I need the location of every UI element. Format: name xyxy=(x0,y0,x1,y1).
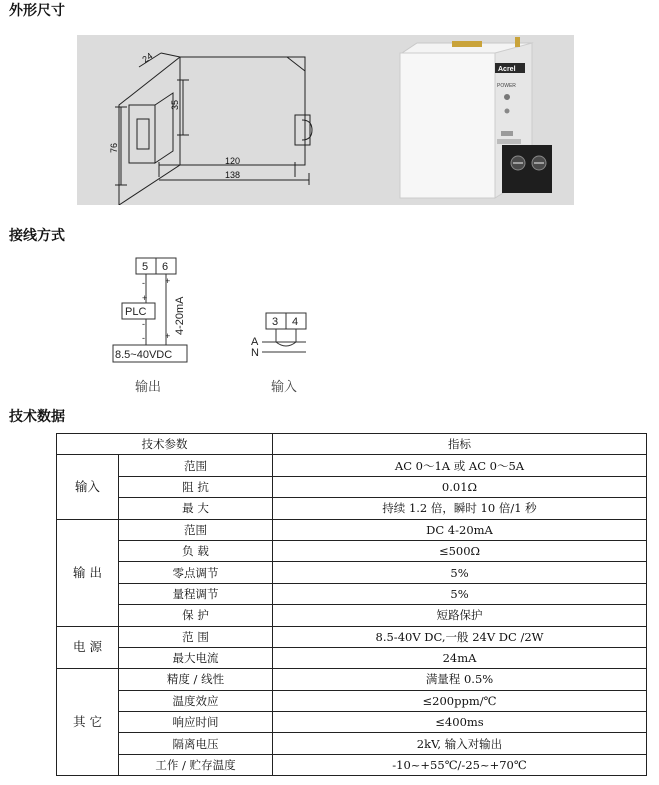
table-row xyxy=(57,647,647,668)
param-cell: 范围 xyxy=(119,519,273,540)
plus-sign: + xyxy=(142,293,148,303)
terminal-3-label: 3 xyxy=(272,316,279,328)
input-caption: 输入 xyxy=(271,380,298,395)
minus-sign: - xyxy=(142,319,145,329)
table-row xyxy=(57,626,647,647)
section-heading-dimensions: 外形尺寸 xyxy=(9,3,65,19)
table-row xyxy=(57,733,647,754)
terminal-5-label: 5 xyxy=(142,261,149,273)
spec-cell: ≤500Ω xyxy=(273,540,647,561)
param-cell: 工作 / 贮存温度 xyxy=(119,754,273,775)
table-row xyxy=(57,690,647,711)
signal-label: 4-20mA xyxy=(174,296,186,335)
table-row xyxy=(57,540,647,561)
supply-label: 8.5~40VDC xyxy=(115,349,173,361)
spec-cell: 8.5-40V DC,一般 24V DC /2W xyxy=(273,626,647,647)
dim-35-label: 35 xyxy=(170,99,180,110)
param-cell: 最 大 xyxy=(119,498,273,519)
terminal-4-label: 4 xyxy=(292,316,299,328)
minus-sign: - xyxy=(142,333,145,343)
dim-76-label: 76 xyxy=(109,142,119,153)
spec-cell: 5% xyxy=(273,562,647,583)
din-rail xyxy=(129,105,155,163)
spec-cell: 2kV, 输入对输出 xyxy=(273,733,647,754)
power-led-icon xyxy=(504,94,510,100)
plus-sign: + xyxy=(165,276,171,286)
plc-label: PLC xyxy=(125,306,147,318)
dim-24-label: 24 xyxy=(140,50,155,65)
product-photo xyxy=(400,37,552,198)
input-n-label: N xyxy=(251,347,259,359)
spec-cell: 持续 1.2 倍，瞬时 10 倍/1 秒 xyxy=(273,498,647,519)
wiring-drawing xyxy=(0,245,659,405)
spec-cell: ≤200ppm/℃ xyxy=(273,690,647,711)
section-heading-techdata: 技术数据 xyxy=(9,409,65,425)
table-row xyxy=(57,583,647,604)
header-spec: 指标 xyxy=(273,434,647,455)
input-a-label: A xyxy=(251,336,259,348)
body-outline xyxy=(119,57,305,205)
spec-cell: DC 4-20mA xyxy=(273,519,647,540)
param-cell: 范 围 xyxy=(119,626,273,647)
dim-138-label: 138 xyxy=(225,170,241,180)
table-row xyxy=(57,669,647,690)
spec-cell: 24mA xyxy=(273,647,647,668)
spec-cell: 满量程 0.5% xyxy=(273,669,647,690)
spec-cell: 0.01Ω xyxy=(273,476,647,497)
group-label: 输入 xyxy=(57,455,119,519)
table-header-row xyxy=(57,434,647,455)
dimension-drawing xyxy=(77,35,574,205)
param-cell: 保 护 xyxy=(119,605,273,626)
spec-cell: 5% xyxy=(273,583,647,604)
spec-cell: AC 0～1A 或 AC 0～5A xyxy=(273,455,647,476)
param-cell: 隔离电压 xyxy=(119,733,273,754)
table-row xyxy=(57,712,647,733)
param-cell: 范围 xyxy=(119,455,273,476)
table-row xyxy=(57,498,647,519)
table-row xyxy=(57,605,647,626)
param-cell: 精度 / 线性 xyxy=(119,669,273,690)
table-row xyxy=(57,562,647,583)
param-cell: 最大电流 xyxy=(119,647,273,668)
plus-sign: + xyxy=(165,331,171,341)
current-loop-icon xyxy=(276,342,296,346)
table-row xyxy=(57,476,647,497)
param-cell: 响应时间 xyxy=(119,712,273,733)
param-cell: 阻 抗 xyxy=(119,476,273,497)
header-param: 技术参数 xyxy=(57,434,273,455)
group-label: 电 源 xyxy=(57,626,119,669)
wiring-diagram xyxy=(0,245,659,405)
dim-120-label: 120 xyxy=(225,156,241,166)
minus-sign: - xyxy=(142,278,145,288)
terminal-block xyxy=(502,145,552,193)
dimension-figure xyxy=(77,35,574,205)
param-cell: 量程调节 xyxy=(119,583,273,604)
spec-cell: 短路保护 xyxy=(273,605,647,626)
brand-label: Acrel xyxy=(498,66,516,73)
param-cell: 零点调节 xyxy=(119,562,273,583)
table-row xyxy=(57,754,647,775)
spec-table xyxy=(56,433,647,776)
group-label: 其 它 xyxy=(57,669,119,776)
group-label: 输 出 xyxy=(57,519,119,626)
table-row xyxy=(57,519,647,540)
power-label: POWER xyxy=(497,83,516,89)
output-caption: 输出 xyxy=(135,380,162,395)
table-row xyxy=(57,455,647,476)
section-heading-wiring: 接线方式 xyxy=(9,228,65,244)
spec-cell: -10~+55℃/-25~+70℃ xyxy=(273,754,647,775)
terminal-6-label: 6 xyxy=(162,261,169,273)
param-cell: 温度效应 xyxy=(119,690,273,711)
spec-cell: ≤400ms xyxy=(273,712,647,733)
param-cell: 负 载 xyxy=(119,540,273,561)
